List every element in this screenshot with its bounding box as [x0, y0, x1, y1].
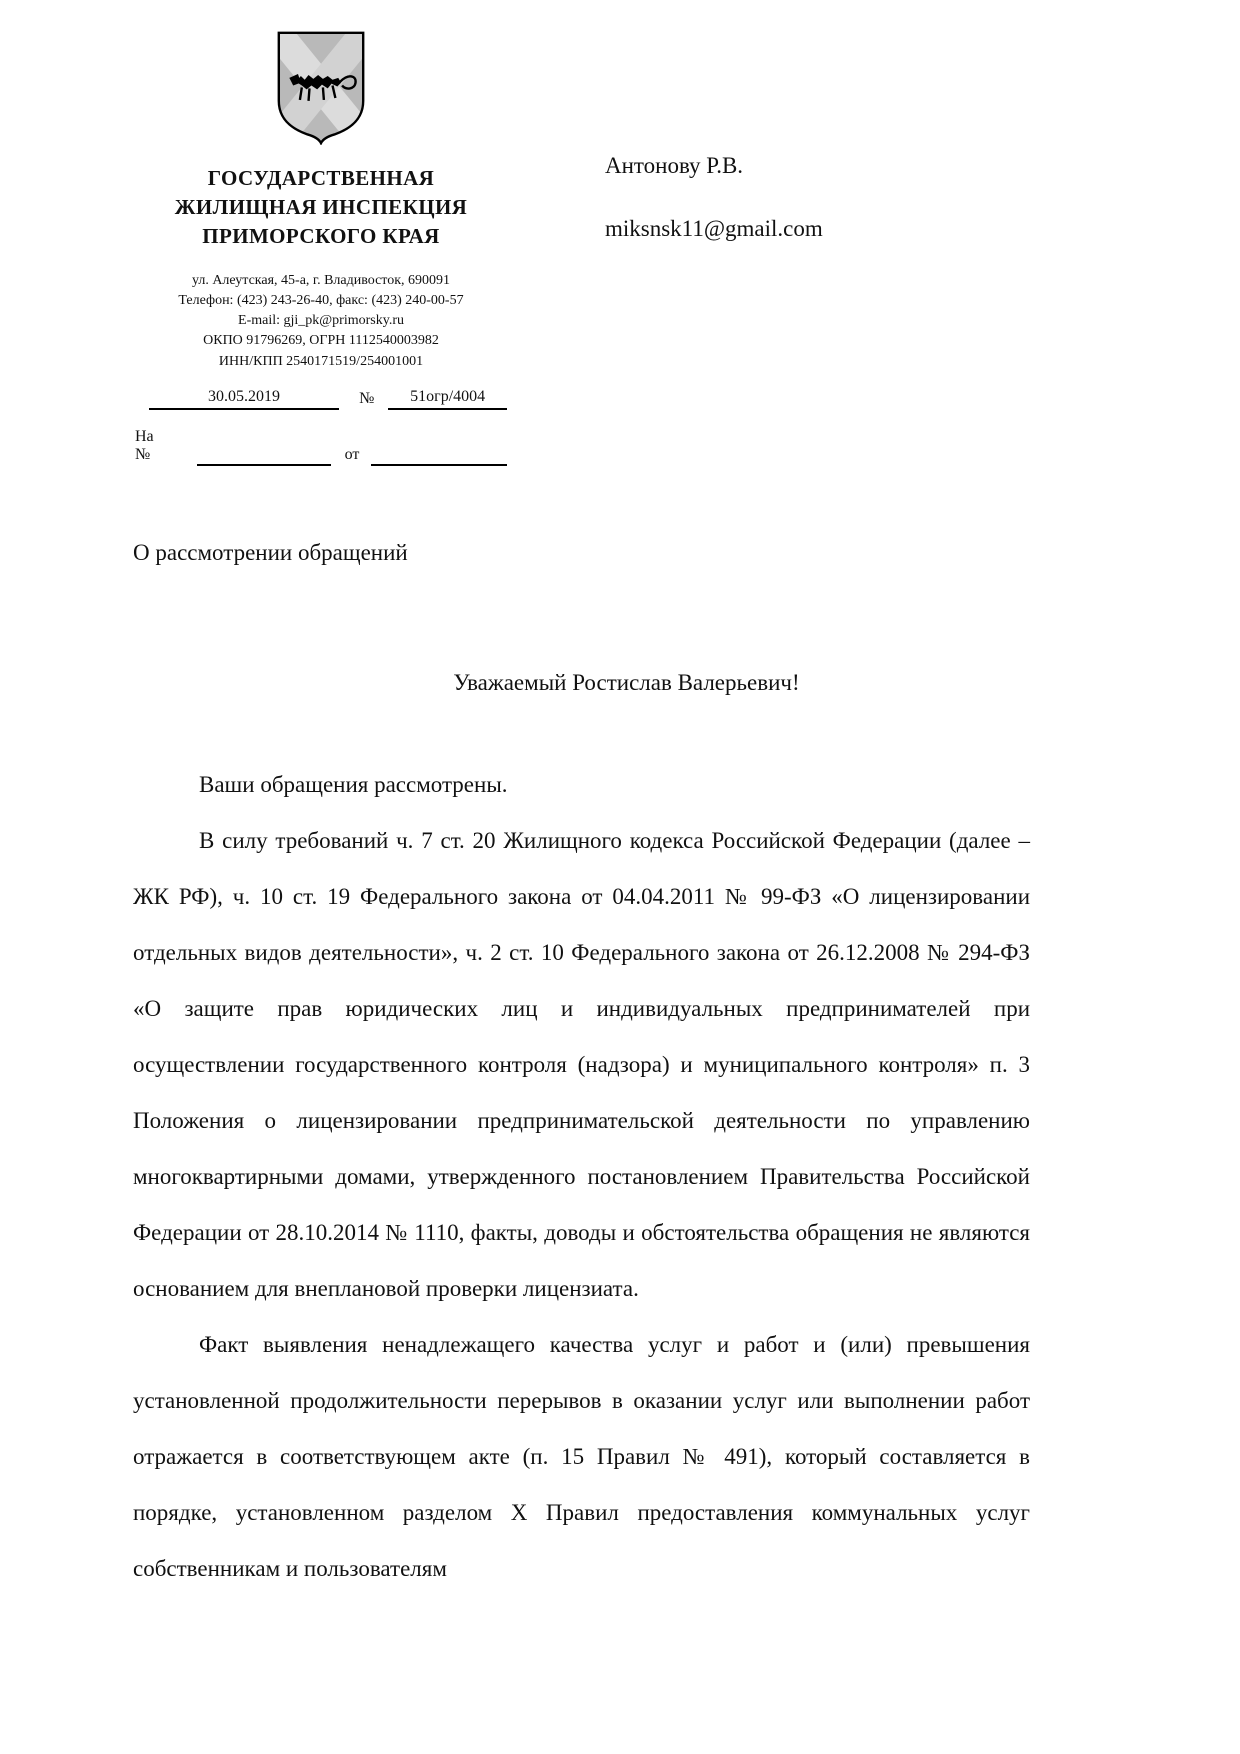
org-okpo-ogrn: ОКПО 91796269, ОГРН 1112540003982: [203, 333, 439, 349]
body-paragraph: В силу требований ч. 7 ст. 20 Жилищного кодекса Российской Федерации (далее – ЖК РФ), ч. 10 ст. 19 Федерального закона от 04.04.2011 № 99-ФЗ «О лицензировании отдельных видов деятельности», ч. 2 ст. 10 Федерального закона от 26.12.2008 № 294-ФЗ «О защите прав юридических лиц и индивидуальных предпринимателей при осуществлении государственного контроля (надзора) и муниципального контроля» п. 3 Положения о лицензировании предпринимательской деятельности по управлению многоквартирными домами, утвержденного постановлением Правительства Российской Федерации от 28.10.2014 № 1110, факты, доводы и обстоятельства обращения не являются основанием для внеплановой проверки лицензиата.: [133, 828, 1030, 1301]
org-name-line: ЖИЛИЩНАЯ ИНСПЕКЦИЯ: [174, 194, 468, 219]
incoming-ref-row: [135, 428, 507, 466]
subject-line: О рассмотрении обращений: [133, 540, 408, 565]
org-email: E-mail: gji_pk@primorsky.ru: [238, 313, 404, 329]
recipient-name: Антонову Р.В.: [605, 153, 744, 178]
body-paragraph: Ваши обращения рассмотрены.: [199, 772, 508, 797]
letterhead: [135, 28, 507, 466]
incoming-ref-date-blank: [371, 442, 507, 466]
incoming-ref-label: На №: [135, 427, 154, 463]
coat-of-arms-icon: [273, 28, 369, 150]
org-name-line: ПРИМОРСКОГО КРАЯ: [202, 223, 440, 248]
recipient-email: miksnsk11@gmail.com: [605, 215, 823, 241]
salutation: Уважаемый Ростислав Валерьевич!: [453, 670, 800, 695]
number-sign: №: [359, 389, 375, 407]
body-paragraph: Факт выявления ненадлежащего качества услуг и работ и (или) превышения установленной продолжительности перерывов в оказании услуг или выполнении работ отражается в соответствующем акте (п. 15 Правил № 491), который составляется в порядке, установленном разделом Х Правил предоставления коммунальных услуг собственникам и пользователям: [133, 1332, 1030, 1581]
letter-date: 30.05.2019: [149, 388, 339, 410]
org-name: [135, 164, 507, 251]
letter-body: [133, 757, 1030, 1597]
recipient-block: [605, 152, 1035, 242]
org-contact-block: [135, 271, 507, 372]
letter-number: 51огр/4004: [388, 388, 507, 410]
incoming-ref-from-label: от: [344, 445, 360, 463]
org-inn-kpp: ИНН/КПП 2540171519/254001001: [218, 353, 424, 369]
org-address: ул. Алеутская, 45-а, г. Владивосток, 690091: [191, 272, 451, 288]
org-phone: Телефон: (423) 243-26-40, факс: (423) 240-00-57: [178, 293, 464, 309]
org-name-line: ГОСУДАРСТВЕННАЯ: [207, 166, 435, 190]
incoming-ref-number-blank: [197, 442, 331, 466]
outgoing-ref-row: [135, 388, 507, 410]
